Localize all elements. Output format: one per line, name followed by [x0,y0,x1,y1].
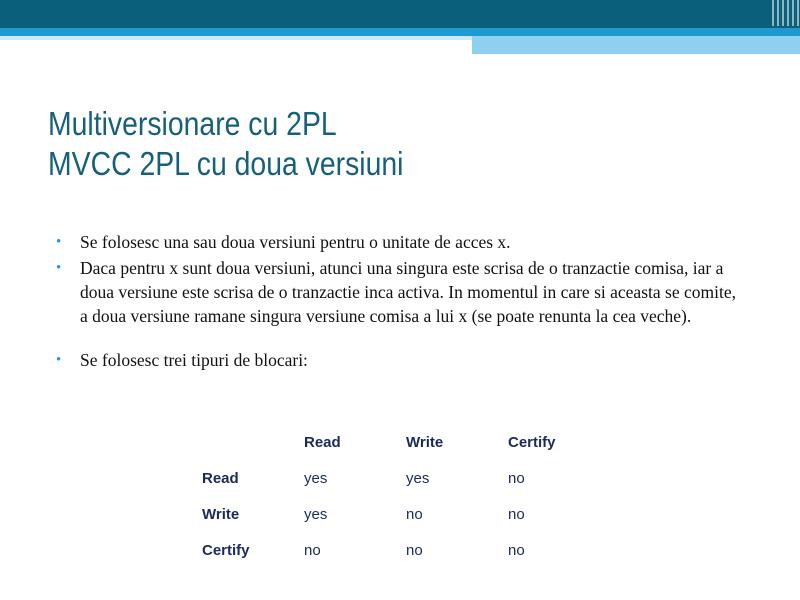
table-cell: no [508,469,525,487]
table-cell: no [406,505,423,523]
slide-title-line-1: Multiversionare cu 2PL [48,105,337,142]
bullet-dot-icon: • [56,234,62,250]
bullet-text: Se folosesc una sau doua versiuni pentru o unitate de acces x. [80,232,511,252]
column-header: Read [304,433,341,451]
slide-title-line-2: MVCC 2PL cu doua versiuni [48,145,404,182]
bullet-item [56,348,746,372]
bullet-dot-icon: • [56,352,62,368]
table-cell: yes [304,505,328,523]
bullet-list [56,230,746,374]
table-cell: yes [304,469,328,487]
bullet-item [56,256,746,328]
table-row [192,496,600,532]
row-header: Certify [202,541,250,559]
column-header: Write [406,433,444,451]
row-header: Write [202,505,240,523]
slide-title [48,104,403,184]
table-row [192,532,600,568]
bullet-item [56,230,746,254]
header-stripes-decoration [772,0,800,26]
table-cell: yes [406,469,430,487]
row-header: Read [202,469,239,487]
table-row [192,460,600,496]
table-cell: no [508,505,525,523]
bullet-text: Se folosesc trei tipuri de blocari: [80,350,308,370]
lock-compatibility-table [192,424,600,568]
table-cell: no [508,541,525,559]
header-band-mid [0,28,800,36]
header-band-dark [0,0,800,28]
table-cell: no [304,541,321,559]
bullet-text: Daca pentru x sunt doua versiuni, atunci una singura este scrisa de o tranzactie comisa, iar a doua versiune este scrisa de o tranzactie inca activa. In momentul in care si aceasta se comite, a doua versiune ramane singura versiune comisa a lui x (se poate renunta la cea veche). [80,258,736,326]
table-cell: no [406,541,423,559]
header-band-light-left [0,36,472,40]
table-corner-cell [192,424,294,460]
bullet-dot-icon: • [56,260,62,276]
table-header-row [192,424,600,460]
header-band-light-right [472,36,800,54]
column-header: Certify [508,433,556,451]
